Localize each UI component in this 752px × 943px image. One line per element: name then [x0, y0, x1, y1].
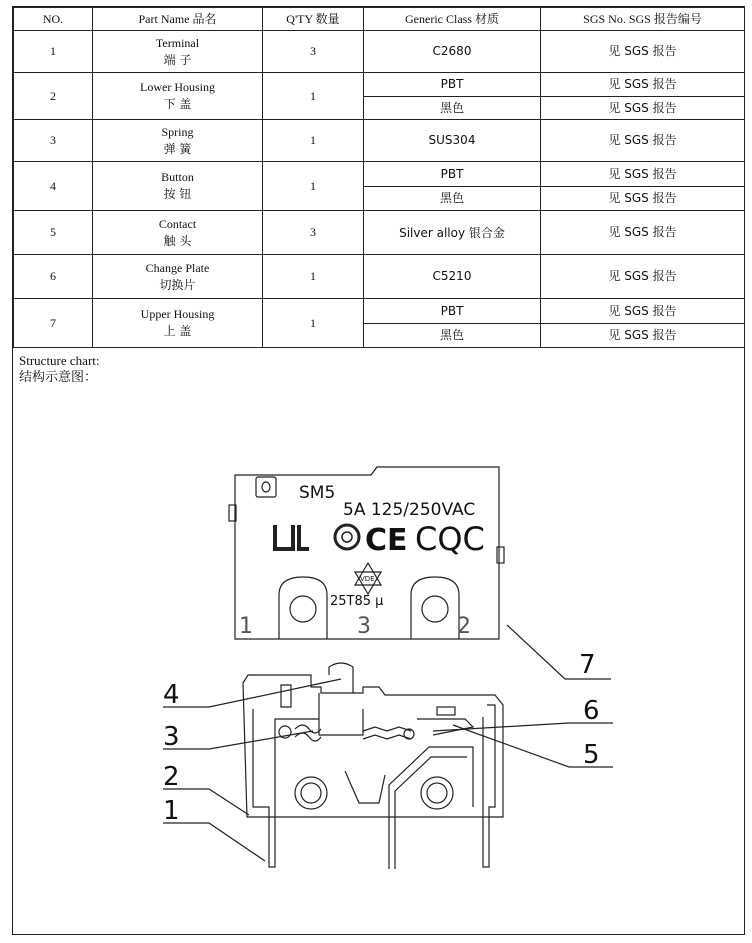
table-row	[14, 299, 745, 324]
terminal-label: 3	[357, 614, 371, 639]
temp-rating-label: 25T85 μ	[330, 594, 384, 609]
callout-number: 4	[163, 680, 180, 710]
structure-label-en: Structure chart:	[19, 353, 100, 368]
row-no: 2	[14, 73, 93, 120]
row-sgs: 见 SGS 报告	[541, 97, 745, 120]
terminal-label: 1	[239, 614, 253, 639]
row-part-name	[93, 73, 263, 120]
model-label: SM5	[299, 483, 336, 503]
rating-label: 5A 125/250VAC	[343, 500, 476, 520]
callout-leader-4	[163, 679, 341, 707]
part-name-en: Button	[161, 170, 194, 184]
vde-mark-icon: VDE	[360, 575, 375, 583]
row-qty: 1	[263, 162, 364, 211]
cqc-mark: CQC	[415, 520, 485, 558]
row-sgs: 见 SGS 报告	[541, 31, 745, 73]
part-name-en: Upper Housing	[140, 307, 215, 321]
table-row	[14, 120, 745, 162]
row-material: PBT	[364, 162, 541, 187]
ul-mark-icon	[275, 525, 309, 549]
row-material: 黑色	[364, 324, 541, 348]
row-qty: 1	[263, 120, 364, 162]
row-sgs: 见 SGS 报告	[541, 162, 745, 187]
row-no: 1	[14, 31, 93, 73]
row-part-name	[93, 120, 263, 162]
table-row	[14, 255, 745, 299]
row-sgs: 见 SGS 报告	[541, 299, 745, 324]
callout-number: 7	[579, 650, 596, 680]
callout-number: 2	[163, 762, 180, 792]
spec-sheet	[12, 6, 745, 935]
header-part-name: Part Name 品名	[93, 8, 263, 31]
row-qty: 1	[263, 73, 364, 120]
row-part-name	[93, 31, 263, 73]
row-no: 4	[14, 162, 93, 211]
row-sgs: 见 SGS 报告	[541, 120, 745, 162]
row-sgs: 见 SGS 报告	[541, 211, 745, 255]
part-name-en: Contact	[158, 216, 197, 231]
row-sgs: 见 SGS 报告	[541, 255, 745, 299]
structure-label-zh: 结构示意图：	[19, 370, 98, 385]
structure-drawing	[13, 387, 744, 932]
row-no: 6	[14, 255, 93, 299]
callout-number: 1	[163, 796, 180, 826]
row-no: 7	[14, 299, 93, 348]
row-no: 3	[14, 120, 93, 162]
table-header-row	[14, 8, 745, 31]
part-name-zh: 触 头	[163, 233, 192, 248]
row-material: PBT	[364, 73, 541, 97]
part-name-en: Terminal	[155, 35, 200, 50]
bill-of-materials-table	[13, 7, 745, 348]
header-generic-class: Generic Class 材质	[364, 8, 541, 31]
row-material: PBT	[364, 299, 541, 324]
part-name-zh: 弹 簧	[163, 141, 192, 156]
row-qty: 3	[263, 31, 364, 73]
row-qty: 1	[263, 299, 364, 348]
part-name-zh: 切换片	[159, 277, 196, 292]
header-qty: Q'TY 数量	[263, 8, 364, 31]
table-row	[14, 162, 745, 187]
header-no: NO.	[14, 8, 93, 31]
csa-mark-icon	[335, 525, 359, 549]
callout-leader-1	[163, 823, 265, 861]
structure-chart-caption	[19, 352, 100, 386]
row-part-name	[93, 162, 263, 211]
part-name-en: Spring	[161, 124, 194, 139]
row-sgs: 见 SGS 报告	[541, 187, 745, 211]
table-row	[14, 211, 745, 255]
row-qty: 1	[263, 255, 364, 299]
row-sgs: 见 SGS 报告	[541, 324, 745, 348]
table-row	[14, 31, 745, 73]
part-name-en: Change Plate	[145, 260, 210, 275]
material-text: Silver alloy 银合金	[399, 225, 505, 240]
row-material: C2680	[364, 31, 541, 73]
row-material	[364, 211, 541, 255]
row-sgs: 见 SGS 报告	[541, 73, 745, 97]
table-row	[14, 73, 745, 97]
part-name-en: Lower Housing	[140, 80, 215, 94]
terminal-label: 2	[457, 614, 471, 639]
part-name-zh: 端 子	[163, 52, 192, 67]
callout-number: 6	[583, 696, 600, 726]
row-qty: 3	[263, 211, 364, 255]
row-material: 黑色	[364, 187, 541, 211]
row-part-name	[93, 299, 263, 348]
callout-number: 3	[163, 722, 180, 752]
row-no: 5	[14, 211, 93, 255]
row-part-name	[93, 211, 263, 255]
row-material: 黑色	[364, 97, 541, 120]
callout-number: 5	[583, 740, 600, 770]
header-sgs-no: SGS No. SGS 报告编号	[541, 8, 745, 31]
part-name-zh: 下 盖	[163, 97, 192, 111]
row-material: C5210	[364, 255, 541, 299]
switch-side-view	[243, 663, 503, 869]
ce-mark-icon: CE	[365, 523, 408, 558]
part-name-zh: 上 盖	[163, 324, 192, 338]
row-part-name	[93, 255, 263, 299]
row-material: SUS304	[364, 120, 541, 162]
part-name-zh: 按 钮	[163, 187, 192, 201]
